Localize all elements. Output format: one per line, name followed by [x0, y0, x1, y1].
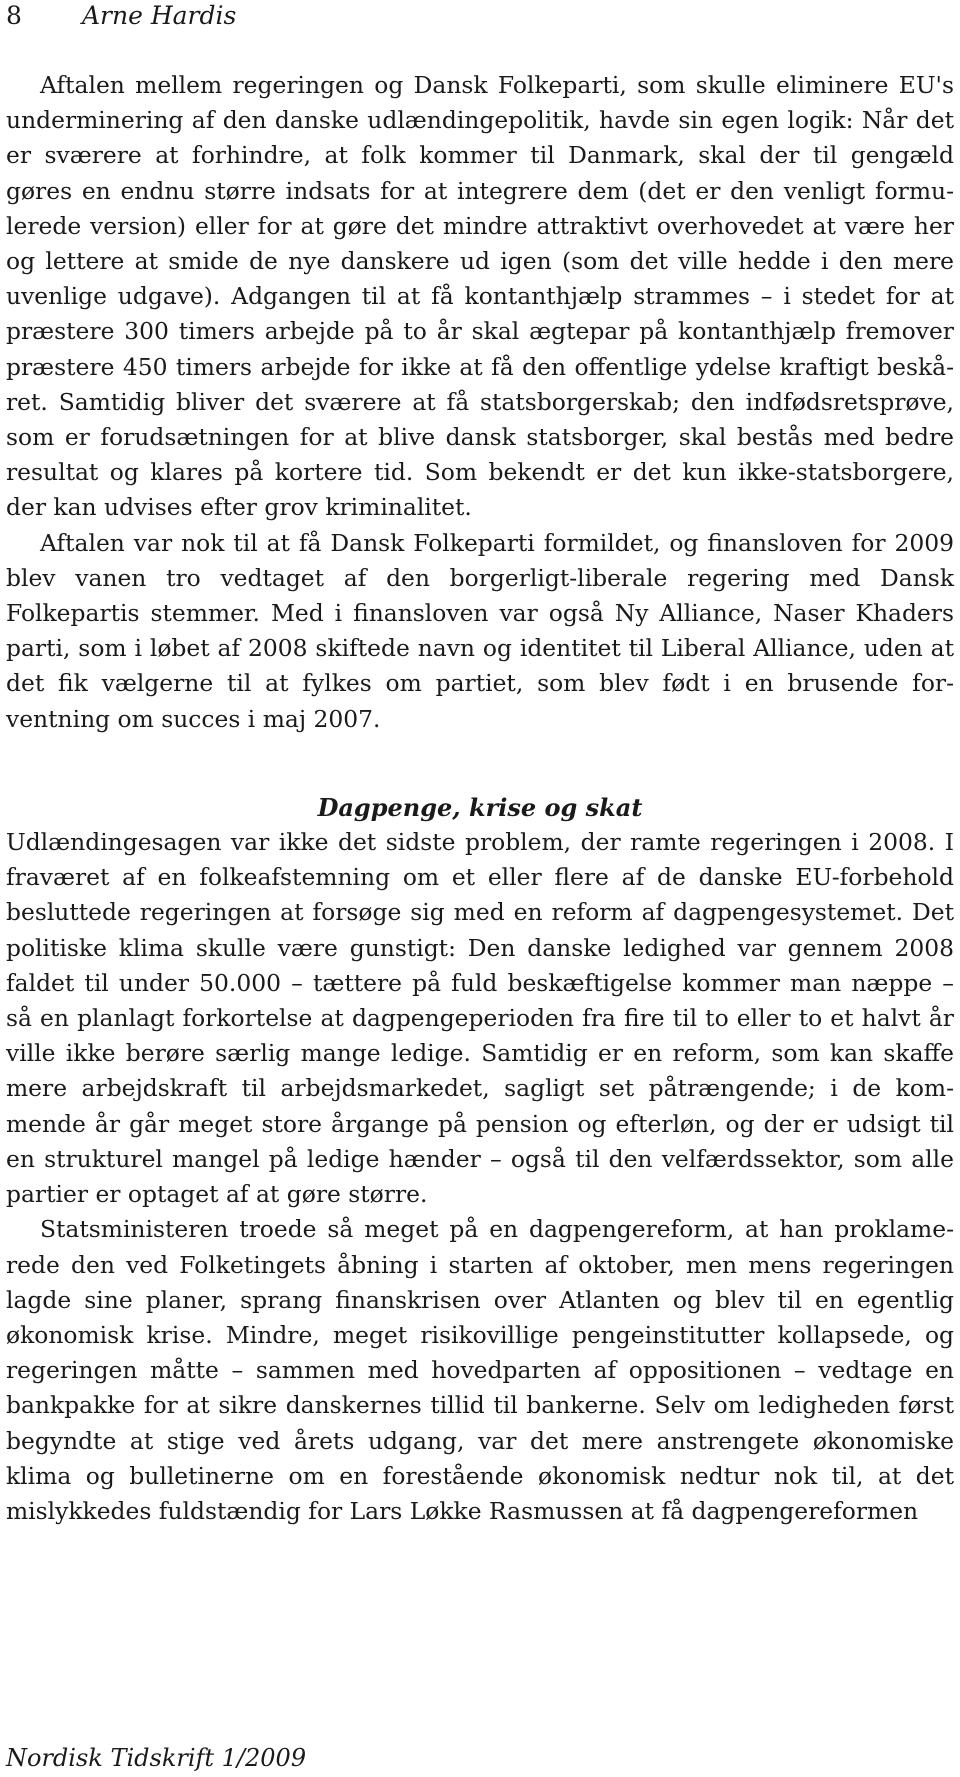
article-body	[6, 68, 954, 1529]
running-head-author: Arne Hardis	[82, 1, 237, 30]
running-head	[6, 0, 236, 32]
section-title: Dagpenge, krise og skat	[317, 792, 643, 822]
paragraph-aftalen-1: Aftalen mellem regeringen og Dansk Folkeparti, som skulle eliminere EU's underminering af den danske udlændingepolitik, havde sin egen logik: Når det er sværere at forhindre, at folk kommer til Danmark, skal der til gengæld gøres en endnu større indsats for at integrere dem (det er den venligt formulerede version) eller for at gøre det mindre attraktivt overhovedet at være her og lettere at smide de nye danskere ud igen (som det ville hedde i den mere uvenlige udgave). Adgangen til at få kontanthjælp strammes – i stedet for at præstere 300 timers arbejde på to år skal ægtepar på kontanthjælp fremover præstere 450 timers arbejde for ikke at få den offentlige ydelse kraftigt beskåret. Samtidig bliver det sværere at få statsborgerskab; den indfødsretsprøve, som er forudsætningen for at blive dansk statsborger, skal bestås med bedre resultat og klares på kortere tid. Som bekendt er det kun ikke-statsborgere, der kan udvises efter grov kriminalitet.	[6, 71, 954, 522]
paragraph-udlaendingesagen: Udlændingesagen var ikke det sidste problem, der ramte regeringen i 2008. I fraværet af en folkeafstemning om et eller flere af de danske EU-forbehold besluttede regeringen at forsøge sig med en reform af dagpengesystemet. Det politiske klima skulle være gunstigt: Den danske ledighed var gennem 2008 faldet til under 50.000 – tættere på fuld beskæftigelse kommer man næppe – så en planlagt forkortelse at dagpengeperioden fra fire til to eller to et halvt år ville ikke berøre særlig mange ledige. Samtidig er en reform, som kan skaffe mere arbejdskraft til arbejdsmarkedet, sagligt set påtrængende; i de kommende år går meget store årgange på pension og efterløn, og der er udsigt til en strukturel mangel på ledige hænder – også til den velfærdssektor, som alle partier er optaget af at gøre større.	[6, 828, 954, 1209]
paragraph-aftalen-2: Aftalen var nok til at få Dansk Folkeparti formildet, og finansloven for 2009 blev vanen tro vedtaget af den borgerligt-liberale regering med Dansk Folkepartis stemmer. Med i finansloven var også Ny Alliance, Naser Khaders parti, som i løbet af 2008 skiftede navn og identitet til Liberal Alliance, uden at det fik vælgerne til at fylkes om partiet, som blev født i en brusende forventning om succes i maj 2007.	[6, 528, 954, 733]
page-number: 8	[6, 1, 22, 30]
journal-footer: Nordisk Tidskrift 1/2009	[6, 1744, 307, 1772]
paragraph-statsministeren: Statsministeren troede så meget på en dagpengereform, at han proklamerede den ved Folketingets åbning i starten af oktober, men mens regeringen lagde sine planer, sprang finanskrisen over Atlanten og blev til en egentlig økonomisk krise. Mindre, meget risikovillige pengeinstitutter kollapsede, og regeringen måtte – sammen med hovedparten af oppositionen – vedtage en bankpakke for at sikre danskernes tillid til bankerne. Selv om ledigheden først begyndte at stige ved årets udgang, var det mere anstrengete økonomiske klima og bulletinerne om en forestående økonomisk nedtur nok til, at det mislykkedes fuldstændig for Lars Løkke Rasmussen at få dagpengereformen	[6, 1215, 954, 1525]
